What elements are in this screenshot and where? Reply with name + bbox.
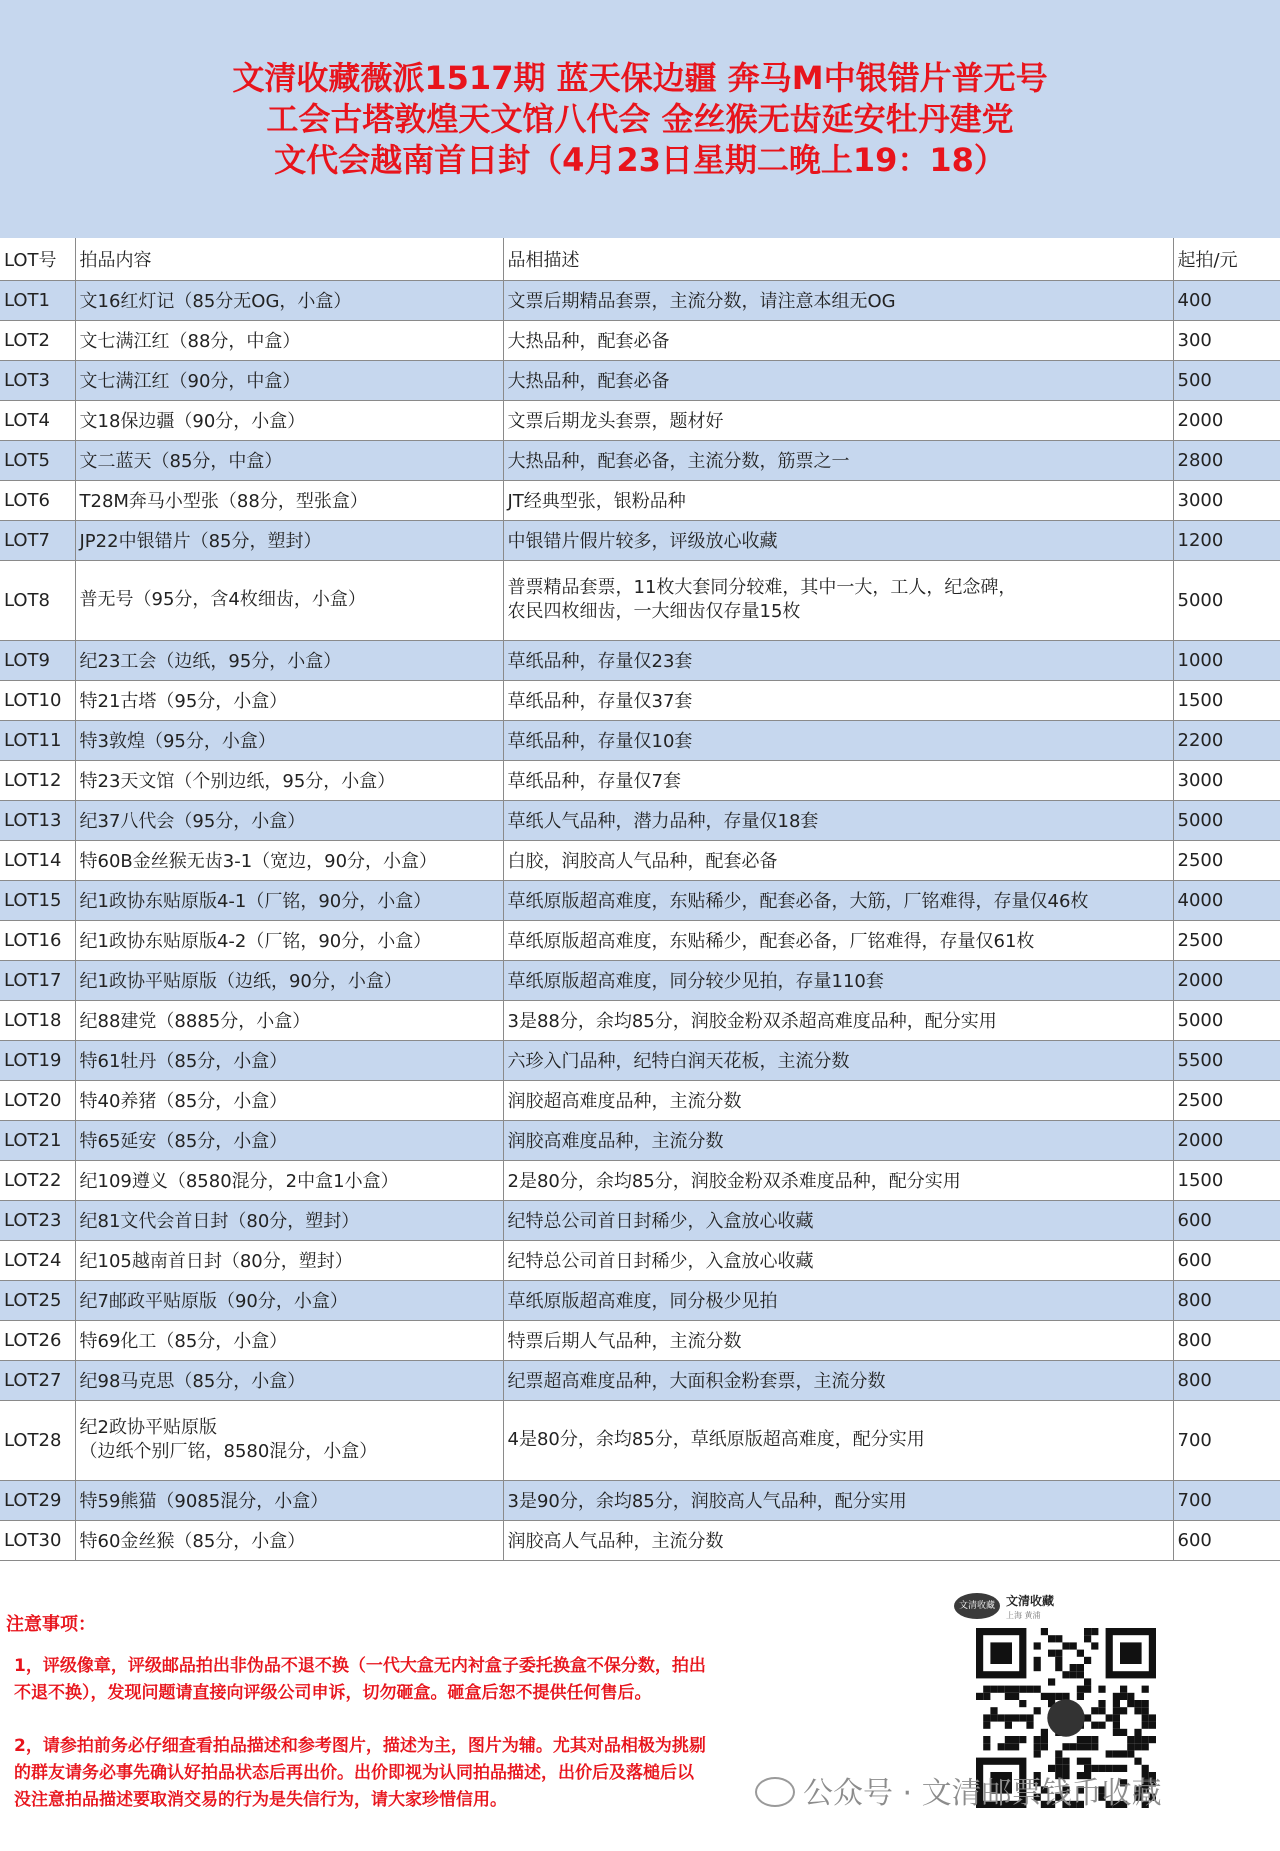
lot-cell (0, 1080, 75, 1120)
desc-cell (503, 1360, 1173, 1400)
lot-description: 普票精品套票，11枚大套同分较难，其中一大，工人，纪念碑， (507, 577, 1017, 598)
lot-price: 2000 (1177, 1129, 1224, 1151)
price-cell (1173, 320, 1280, 360)
desc-cell (503, 760, 1173, 800)
desc-cell (503, 1200, 1173, 1240)
lot-description: 文票后期龙头套票，题材好 (507, 411, 724, 432)
note-2-line-1: 2，请参拍前务必仔细查看拍品描述和参考图片，描述为主，图片为辅。尤其对品相极为挑剔 (14, 1736, 706, 1756)
lot-item: JP22中银错片（85分，塑封） (79, 531, 322, 552)
lot-item: 特21古塔（95分，小盒） (79, 691, 288, 712)
page-title (0, 58, 1280, 181)
desc-cell (503, 1480, 1173, 1520)
table-row (0, 1360, 1280, 1400)
lot-description: 文票后期精品套票，主流分数，请注意本组无OG (507, 291, 896, 312)
lot-cell (0, 320, 75, 360)
title-line-1: 文清收藏薇派1517期 蓝天保边疆 奔马M中银错片普无号 (232, 59, 1048, 97)
lot-price: 3000 (1177, 489, 1224, 511)
table-row (0, 720, 1280, 760)
lot-cell (0, 1280, 75, 1320)
desc-cell (503, 400, 1173, 440)
item-cell (75, 1080, 503, 1120)
lot-description: 润胶超高难度品种，主流分数 (507, 1091, 742, 1112)
lot-cell (0, 1240, 75, 1280)
lot-item: 纪23工会（边纸，95分，小盒） (79, 651, 342, 672)
lot-description: 草纸品种，存量仅37套 (507, 691, 693, 712)
price-cell (1173, 880, 1280, 920)
lot-cell (0, 1360, 75, 1400)
lot-item: 纪1政协东贴原版4-2（厂铭，90分，小盒） (79, 931, 432, 952)
lot-item: 特23天文馆（个别边纸，95分，小盒） (79, 771, 396, 792)
price-cell (1173, 520, 1280, 560)
lot-number: LOT3 (4, 369, 51, 391)
header-price: 起拍/元 (1173, 238, 1280, 280)
lot-price: 5000 (1177, 1009, 1224, 1031)
lot-price: 3000 (1177, 769, 1224, 791)
lot-description: 草纸原版超高难度，同分极少见拍 (507, 1291, 778, 1312)
lot-description: JT经典型张，银粉品种 (507, 491, 686, 512)
item-cell (75, 1360, 503, 1400)
lot-cell (0, 1520, 75, 1560)
lot-price: 800 (1177, 1289, 1212, 1311)
desc-cell (503, 1520, 1173, 1560)
item-cell (75, 1160, 503, 1200)
price-cell (1173, 1320, 1280, 1360)
lot-description: 草纸品种，存量仅23套 (507, 651, 693, 672)
item-cell (75, 1320, 503, 1360)
lot-cell (0, 520, 75, 560)
lot-cell (0, 1400, 75, 1480)
lot-cell (0, 360, 75, 400)
lot-description: 润胶高人气品种，主流分数 (507, 1531, 724, 1552)
table-body (0, 280, 1280, 1560)
item-cell (75, 880, 503, 920)
note-2 (14, 1733, 834, 1814)
item-cell (75, 800, 503, 840)
item-cell (75, 520, 503, 560)
lot-description: 特票后期人气品种，主流分数 (507, 1331, 742, 1352)
lot-item: 文18保边疆（90分，小盒） (79, 411, 306, 432)
lot-description: 3是88分，余均85分，润胶金粉双杀超高难度品种，配分实用 (507, 1011, 997, 1032)
price-cell (1173, 760, 1280, 800)
item-cell (75, 960, 503, 1000)
lot-description: 六珍入门品种，纪特白润天花板，主流分数 (507, 1051, 850, 1072)
lot-number: LOT14 (4, 849, 62, 871)
lot-cell (0, 1160, 75, 1200)
lot-number: LOT24 (4, 1249, 62, 1271)
lot-item: 特60B金丝猴无齿3-1（宽边，90分，小盒） (79, 851, 438, 872)
lot-price: 2000 (1177, 409, 1224, 431)
lot-price: 700 (1177, 1489, 1212, 1511)
lot-number: LOT23 (4, 1209, 62, 1231)
table-row (0, 1160, 1280, 1200)
notes-title: 注意事项： (6, 1614, 96, 1635)
desc-cell (503, 1400, 1173, 1480)
table-row (0, 480, 1280, 520)
lot-cell (0, 880, 75, 920)
lot-item: 文七满江红（90分，中盒） (79, 371, 301, 392)
lot-cell (0, 680, 75, 720)
lot-item: 纪37八代会（95分，小盒） (79, 811, 306, 832)
table-row (0, 560, 1280, 640)
title-line-2: 工会古塔敦煌天文馆八代会 金丝猴无齿延安牡丹建党 (266, 100, 1014, 138)
table-header-row (0, 238, 1280, 280)
lot-number: LOT13 (4, 809, 62, 831)
price-cell (1173, 840, 1280, 880)
item-cell (75, 760, 503, 800)
table-row (0, 1120, 1280, 1160)
lot-number: LOT21 (4, 1129, 62, 1151)
brand-logo: 文清收藏 (954, 1593, 1000, 1619)
table-row (0, 360, 1280, 400)
lot-price: 500 (1177, 369, 1212, 391)
price-cell (1173, 920, 1280, 960)
table-row (0, 800, 1280, 840)
desc-cell (503, 1240, 1173, 1280)
lot-price: 5000 (1177, 809, 1224, 831)
lot-number: LOT10 (4, 689, 62, 711)
price-cell (1173, 1520, 1280, 1560)
lot-number: LOT4 (4, 409, 51, 431)
lot-description: 白胶，润胶高人气品种，配套必备 (507, 851, 778, 872)
lot-item: 纪105越南首日封（80分，塑封） (79, 1251, 353, 1272)
item-cell (75, 840, 503, 880)
desc-cell (503, 1080, 1173, 1120)
lot-number: LOT6 (4, 489, 51, 511)
lot-item: 特61牡丹（85分，小盒） (79, 1051, 288, 1072)
table-row (0, 960, 1280, 1000)
lot-price: 800 (1177, 1329, 1212, 1351)
lot-price: 2500 (1177, 849, 1224, 871)
table-row (0, 520, 1280, 560)
lot-description: 草纸原版超高难度，东贴稀少，配套必备，大筋，厂铭难得，存量仅46枚 (507, 891, 1089, 912)
lot-number: LOT11 (4, 729, 62, 751)
price-cell (1173, 1480, 1280, 1520)
table-row (0, 920, 1280, 960)
table-row (0, 1240, 1280, 1280)
price-cell (1173, 440, 1280, 480)
lot-item: 特60金丝猴（85分，小盒） (79, 1531, 306, 1552)
lot-number: LOT17 (4, 969, 62, 991)
lot-cell (0, 960, 75, 1000)
lot-description: 草纸品种，存量仅7套 (507, 771, 681, 792)
lot-number: LOT20 (4, 1089, 62, 1111)
lot-item: 特69化工（85分，小盒） (79, 1331, 288, 1352)
item-cell (75, 320, 503, 360)
desc-cell (503, 920, 1173, 960)
lot-cell (0, 720, 75, 760)
price-cell (1173, 1120, 1280, 1160)
price-cell (1173, 1360, 1280, 1400)
desc-cell (503, 800, 1173, 840)
lot-number: LOT25 (4, 1289, 62, 1311)
lot-item: 纪1政协平贴原版（边纸，90分，小盒） (79, 971, 402, 992)
price-cell (1173, 1200, 1280, 1240)
item-cell (75, 920, 503, 960)
price-cell (1173, 1400, 1280, 1480)
lot-item: 纪81文代会首日封（80分，塑封） (79, 1211, 360, 1232)
price-cell (1173, 480, 1280, 520)
price-cell (1173, 680, 1280, 720)
item-cell (75, 360, 503, 400)
table-row (0, 1320, 1280, 1360)
lot-cell (0, 1120, 75, 1160)
price-cell (1173, 400, 1280, 440)
lot-item: 文二蓝天（85分，中盒） (79, 451, 283, 472)
item-cell (75, 640, 503, 680)
lot-item: 纪1政协东贴原版4-1（厂铭，90分，小盒） (79, 891, 432, 912)
lot-cell (0, 1320, 75, 1360)
desc-cell (503, 1320, 1173, 1360)
lot-cell (0, 800, 75, 840)
price-cell (1173, 720, 1280, 760)
lot-price: 2000 (1177, 969, 1224, 991)
lot-number: LOT22 (4, 1169, 62, 1191)
lot-price: 1200 (1177, 529, 1224, 551)
lot-price: 600 (1177, 1249, 1212, 1271)
lot-price: 1500 (1177, 689, 1224, 711)
watermark-text: 公众号 · 文清邮票钱币收藏 (803, 1776, 1162, 1811)
desc-cell (503, 1280, 1173, 1320)
desc-cell (503, 1000, 1173, 1040)
desc-cell (503, 840, 1173, 880)
lot-description: 中银错片假片较多，评级放心收藏 (507, 531, 778, 552)
lot-description: 大热品种，配套必备 (507, 371, 670, 392)
lot-price: 800 (1177, 1369, 1212, 1391)
lot-cell (0, 760, 75, 800)
lot-item: 纪88建党（8885分，小盒） (79, 1011, 311, 1032)
lot-cell (0, 280, 75, 320)
lot-item: 特59熊猫（9085混分，小盒） (79, 1491, 329, 1512)
lot-description: 草纸原版超高难度，同分较少见拍，存量110套 (507, 971, 884, 992)
lot-item: 文16红灯记（85分无OG，小盒） (79, 291, 352, 312)
lot-item: 纪98马克思（85分，小盒） (79, 1371, 306, 1392)
lot-number: LOT5 (4, 449, 51, 471)
table-row (0, 680, 1280, 720)
desc-cell (503, 320, 1173, 360)
price-cell (1173, 960, 1280, 1000)
lot-description: 2是80分，余均85分，润胶金粉双杀难度品种，配分实用 (507, 1171, 961, 1192)
item-cell (75, 1400, 503, 1480)
lot-description: 3是90分，余均85分，润胶高人气品种，配分实用 (507, 1491, 907, 1512)
price-cell (1173, 360, 1280, 400)
desc-cell (503, 480, 1173, 520)
lot-price: 5000 (1177, 589, 1224, 611)
table-row (0, 1200, 1280, 1240)
lot-item: 普无号（95分，含4枚细齿，小盒） (79, 589, 366, 610)
item-cell (75, 280, 503, 320)
lot-price: 5500 (1177, 1049, 1224, 1071)
lot-item: 文七满江红（88分，中盒） (79, 331, 301, 352)
table-row (0, 280, 1280, 320)
table-row (0, 1480, 1280, 1520)
table-row (0, 440, 1280, 480)
table-row (0, 640, 1280, 680)
lot-price: 600 (1177, 1209, 1212, 1231)
lot-number: LOT12 (4, 769, 62, 791)
lot-price: 2800 (1177, 449, 1224, 471)
item-cell (75, 1480, 503, 1520)
desc-cell (503, 360, 1173, 400)
lot-item: 特3敦煌（95分，小盒） (79, 731, 276, 752)
lot-item: T28M奔马小型张（88分，型张盒） (79, 491, 368, 512)
lot-cell (0, 560, 75, 640)
lot-number: LOT27 (4, 1369, 62, 1391)
lot-number: LOT2 (4, 329, 51, 351)
lot-cell (0, 640, 75, 680)
desc-cell (503, 440, 1173, 480)
table-row (0, 400, 1280, 440)
desc-cell (503, 680, 1173, 720)
lot-description: 大热品种，配套必备，主流分数，筋票之一 (507, 451, 850, 472)
lot-item: 特40养猪（85分，小盒） (79, 1091, 288, 1112)
price-cell (1173, 1280, 1280, 1320)
item-cell (75, 1280, 503, 1320)
lot-cell (0, 1000, 75, 1040)
table-row (0, 320, 1280, 360)
lot-price: 600 (1177, 1529, 1212, 1551)
header-item: 拍品内容 (75, 238, 503, 280)
lot-description: 润胶高难度品种，主流分数 (507, 1131, 724, 1152)
table-row (0, 880, 1280, 920)
item-cell (75, 1520, 503, 1560)
lot-cell (0, 920, 75, 960)
lot-description: 纪特总公司首日封稀少，入盒放心收藏 (507, 1211, 814, 1232)
lot-number: LOT18 (4, 1009, 62, 1031)
table-row (0, 760, 1280, 800)
note-1-line-2: 不退不换），发现问题请直接向评级公司申诉，切勿砸盒。砸盒后恕不提供任何售后。 (14, 1683, 652, 1703)
lot-number: LOT16 (4, 929, 62, 951)
table-row (0, 1280, 1280, 1320)
lot-cell (0, 440, 75, 480)
brand-location: 上海 黄浦 (1006, 1611, 1041, 1620)
price-cell (1173, 1240, 1280, 1280)
lot-price: 2200 (1177, 729, 1224, 751)
desc-cell (503, 520, 1173, 560)
lot-description: 纪票超高难度品种，大面积金粉套票，主流分数 (507, 1371, 886, 1392)
lot-price: 1500 (1177, 1169, 1224, 1191)
price-cell (1173, 1040, 1280, 1080)
desc-cell (503, 960, 1173, 1000)
table-row (0, 1000, 1280, 1040)
table-row (0, 1040, 1280, 1080)
lot-description: 草纸原版超高难度，东贴稀少，配套必备，厂铭难得，存量仅61枚 (507, 931, 1035, 952)
price-cell (1173, 640, 1280, 680)
item-cell (75, 680, 503, 720)
lot-cell (0, 480, 75, 520)
watermark (755, 1768, 1162, 1812)
desc-cell (503, 280, 1173, 320)
lot-number: LOT19 (4, 1049, 62, 1071)
lot-item: 纪2政协平贴原版 (79, 1417, 217, 1438)
lot-cell (0, 1200, 75, 1240)
desc-cell (503, 720, 1173, 760)
lot-number: LOT29 (4, 1489, 62, 1511)
price-cell (1173, 1000, 1280, 1040)
lot-number: LOT15 (4, 889, 62, 911)
lot-cell (0, 840, 75, 880)
lot-description: 纪特总公司首日封稀少，入盒放心收藏 (507, 1251, 814, 1272)
item-cell (75, 400, 503, 440)
lot-price: 400 (1177, 289, 1212, 311)
lot-table (0, 238, 1280, 1561)
desc-cell (503, 880, 1173, 920)
table-row (0, 1520, 1280, 1560)
desc-cell (503, 1160, 1173, 1200)
item-cell (75, 480, 503, 520)
item-cell (75, 560, 503, 640)
lot-item: 纪109遵义（8580混分，2中盒1小盒） (79, 1171, 399, 1192)
lot-item: 特65延安（85分，小盒） (79, 1131, 288, 1152)
lot-number: LOT8 (4, 589, 51, 611)
desc-cell (503, 640, 1173, 680)
price-cell (1173, 1160, 1280, 1200)
lot-number: LOT28 (4, 1429, 62, 1451)
table-row (0, 840, 1280, 880)
price-cell (1173, 560, 1280, 640)
item-cell (75, 1000, 503, 1040)
item-cell (75, 440, 503, 480)
lot-description: 草纸人气品种，潜力品种，存量仅18套 (507, 811, 819, 832)
lot-price: 300 (1177, 329, 1212, 351)
item-cell (75, 1200, 503, 1240)
lot-price: 700 (1177, 1429, 1212, 1451)
lot-number: LOT30 (4, 1529, 62, 1551)
lot-price: 2500 (1177, 1089, 1224, 1111)
wechat-icon (755, 1777, 795, 1807)
table-row (0, 1400, 1280, 1480)
title-line-3: 文代会越南首日封（4月23日星期二晚上19：18） (274, 141, 1006, 179)
lot-number: LOT1 (4, 289, 51, 311)
lot-cell (0, 400, 75, 440)
lot-item: 纪7邮政平贴原版（90分，小盒） (79, 1291, 348, 1312)
note-1-line-1: 1，评级像章，评级邮品拍出非伪品不退不换（一代大盒无内衬盒子委托换盒不保分数，拍出 (14, 1656, 706, 1676)
price-cell (1173, 280, 1280, 320)
lot-price: 1000 (1177, 649, 1224, 671)
lot-description: 4是80分，余均85分，草纸原版超高难度，配分实用 (507, 1429, 925, 1450)
lot-item-line-2: （边纸个别厂铭，8580混分，小盒） (79, 1441, 378, 1462)
note-2-line-2: 的群友请务必事先确认好拍品状态后再出价。出价即视为认同拍品描述，出价后及落槌后以 (14, 1763, 694, 1783)
lot-number: LOT7 (4, 529, 51, 551)
lot-cell (0, 1040, 75, 1080)
item-cell (75, 1120, 503, 1160)
price-cell (1173, 800, 1280, 840)
lot-number: LOT26 (4, 1329, 62, 1351)
lot-description-line-2: 农民四枚细齿，一大细齿仅存量15枚 (507, 601, 801, 622)
desc-cell (503, 1040, 1173, 1080)
header-desc: 品相描述 (503, 238, 1173, 280)
item-cell (75, 1040, 503, 1080)
table-row (0, 1080, 1280, 1120)
desc-cell (503, 1120, 1173, 1160)
desc-cell (503, 560, 1173, 640)
lot-number: LOT9 (4, 649, 51, 671)
lot-description: 草纸品种，存量仅10套 (507, 731, 693, 752)
note-1 (14, 1653, 834, 1707)
lot-price: 4000 (1177, 889, 1224, 911)
note-2-line-3: 没注意拍品描述要取消交易的行为是失信行为，请大家珍惜信用。 (14, 1790, 507, 1810)
header-lot: LOT号 (0, 238, 75, 280)
lot-cell (0, 1480, 75, 1520)
item-cell (75, 720, 503, 760)
brand-name: 文清收藏 (1006, 1594, 1055, 1608)
price-cell (1173, 1080, 1280, 1120)
item-cell (75, 1240, 503, 1280)
lot-description: 大热品种，配套必备 (507, 331, 670, 352)
lot-price: 2500 (1177, 929, 1224, 951)
